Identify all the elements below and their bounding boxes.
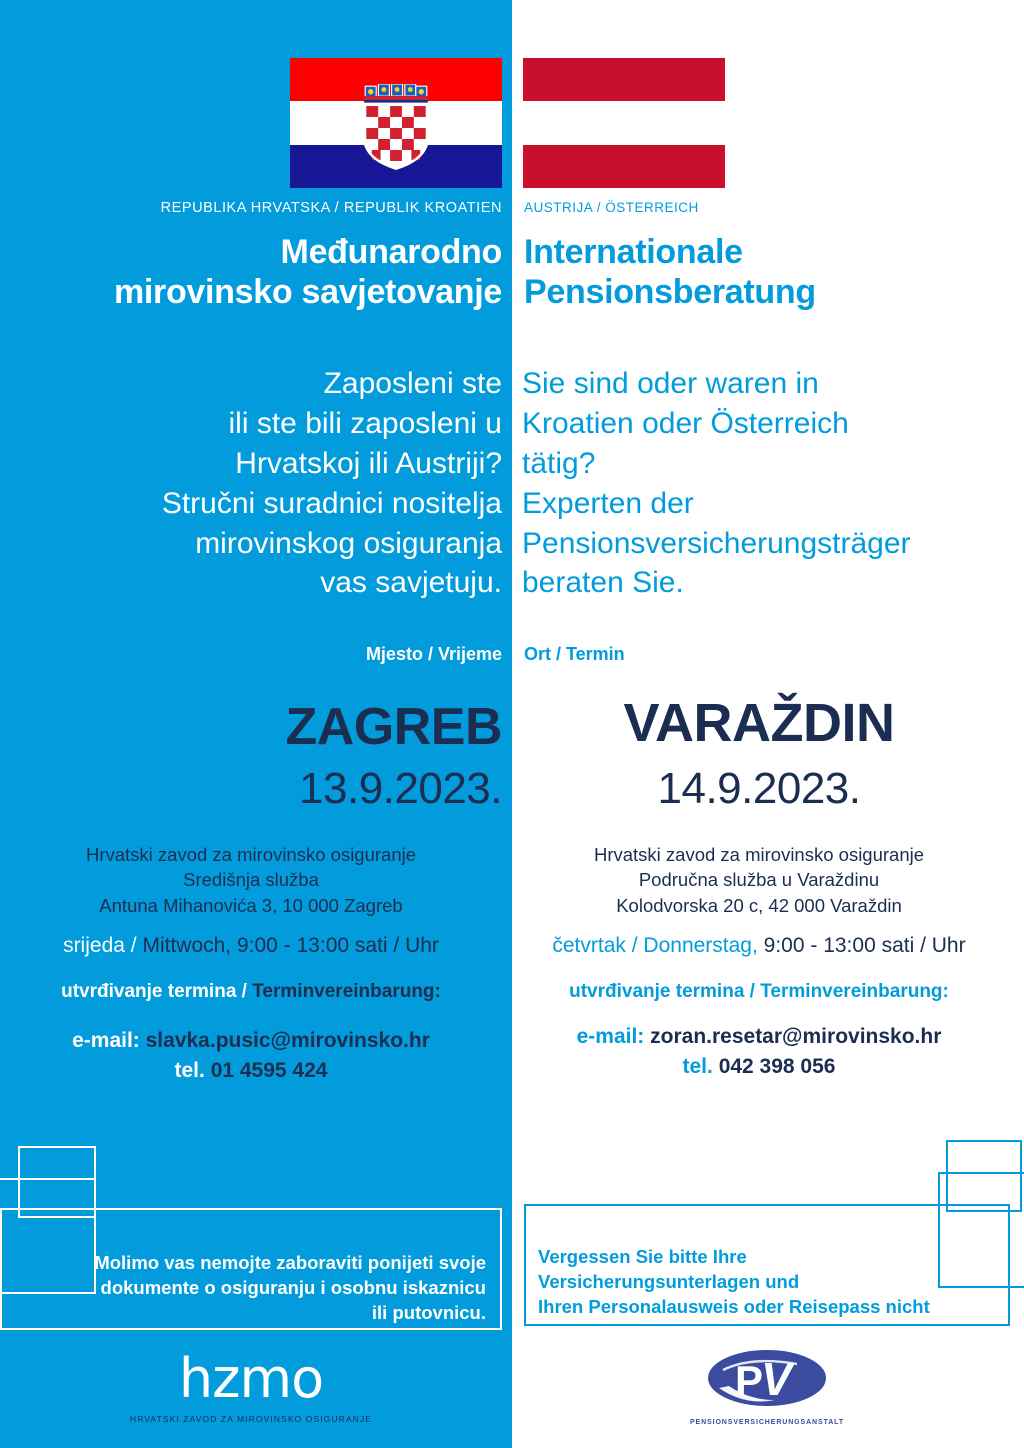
croatia-flag-icon — [290, 58, 502, 188]
croatia-country-label: REPUBLIKA HRVATSKA / REPUBLIK KROATIEN — [160, 200, 502, 216]
austria-appointment-hr: utvrđivanje termina — [569, 981, 745, 1002]
austria-note-line2: Versicherungsunterlagen und — [538, 1271, 800, 1293]
austria-hours-day-de: Donnerstag, — [643, 934, 758, 957]
croatia-body-text — [0, 364, 502, 603]
croatia-address — [0, 842, 502, 918]
croatia-place-label: Mjesto / Vrijeme — [365, 644, 502, 664]
austria-body-line1: Sie sind oder waren in — [522, 367, 819, 400]
pv-logo-icon — [705, 1348, 829, 1412]
austria-hours-sep: / — [625, 934, 644, 957]
croatia-note-line1: Molimo vas nemojte zaboraviti ponijeti svoje — [94, 1252, 486, 1273]
croatia-address-line1: Hrvatski zavod za mirovinsko osiguranje — [85, 844, 417, 865]
croatia-body-line1: Zaposleni ste — [323, 367, 502, 400]
croatia-email-label: e-mail: — [72, 1029, 140, 1052]
austria-place-label: Ort / Termin — [524, 644, 625, 664]
austria-country-label: AUSTRIJA / ÖSTERREICH — [524, 200, 699, 215]
croatia-heading — [0, 232, 502, 312]
austria-note-box — [524, 1204, 1010, 1326]
croatia-address-line2: Središnja služba — [183, 869, 319, 891]
flag-band-red-top — [523, 58, 725, 101]
austria-appointment-label — [524, 981, 994, 1003]
austria-heading-line2: Pensionsberatung — [524, 273, 816, 312]
croatia-tel-value[interactable]: 01 4595 424 — [210, 1059, 328, 1083]
croatia-body-line3: Hrvatskoj ili Austriji? — [235, 446, 502, 480]
croatia-body-line6: vas savjetuju. — [320, 566, 502, 600]
croatia-note-box — [0, 1208, 502, 1330]
croatia-city-name: ZAGREB — [285, 698, 502, 756]
hzmo-logo-wordmark: hzmo — [178, 1347, 324, 1410]
austria-body-line4: Experten der — [522, 486, 694, 520]
croatia-tel-row — [0, 1056, 502, 1086]
croatia-appointment-label — [0, 981, 502, 1003]
austria-hours-day: četvrtak — [552, 934, 626, 957]
hzmo-logo — [0, 1347, 502, 1424]
austria-flag-icon — [523, 58, 725, 188]
croatia-hours-day: srijeda — [63, 934, 125, 957]
pv-logo-caption: PENSIONSVERSICHERUNGSANSTALT — [689, 1419, 845, 1426]
croatia-heading-line1: Međunarodno — [280, 233, 502, 271]
croatia-opening-hours — [0, 934, 502, 958]
austria-email-row — [524, 1022, 994, 1052]
austria-hours-rest: 9:00 - 13:00 sati / Uhr — [757, 934, 966, 957]
flag-band-white-mid — [523, 101, 725, 144]
croatia-heading-line2: mirovinsko savjetovanje — [113, 273, 502, 312]
croatia-note-text — [16, 1250, 486, 1325]
hzmo-logo-caption: HRVATSKI ZAVOD ZA MIROVINSKO OSIGURANJE — [129, 1414, 373, 1424]
croatia-address-line3: Antuna Mihanovića 3, 10 000 Zagreb — [99, 894, 403, 916]
austria-address-line2: Područna služba u Varaždinu — [638, 869, 880, 891]
croatia-body-line4: Stručni suradnici nositelja — [161, 486, 502, 520]
austria-opening-hours — [524, 934, 994, 958]
austria-contact-block — [524, 1022, 994, 1083]
croatia-tel-label: tel. — [174, 1059, 205, 1083]
croatia-email-value[interactable]: slavka.pusic@mirovinsko.hr — [145, 1029, 430, 1052]
austria-body-line5: Pensionsversicherungsträger — [522, 526, 911, 560]
austria-appointment-de: Terminvereinbarung: — [760, 981, 949, 1002]
croatia-appointment-hr: utvrđivanje termina — [61, 981, 237, 1002]
croatia-email-row — [0, 1026, 502, 1056]
croatia-body-line2: ili ste bili zaposleni u — [228, 406, 502, 440]
austria-note-line3: Ihren Personalausweis oder Reisepass nicht — [538, 1296, 930, 1318]
austria-tel-value[interactable]: 042 398 056 — [718, 1055, 836, 1079]
austria-address-line3: Kolodvorska 20 c, 42 000 Varaždin — [616, 894, 902, 916]
croatia-coat-of-arms-icon — [363, 84, 429, 170]
croatia-note-line2: dokumente o osiguranju i osobnu iskaznicu — [100, 1277, 486, 1299]
croatia-hours-sep: / — [124, 934, 143, 957]
austria-body-text — [522, 364, 1010, 603]
austria-tel-row — [524, 1052, 994, 1082]
austria-event-date: 14.9.2023. — [657, 764, 861, 813]
austria-body-line2: Kroatien oder Österreich — [522, 406, 849, 440]
austria-note-line1: Vergessen Sie bitte Ihre — [538, 1246, 747, 1267]
austria-address-line1: Hrvatski zavod za mirovinsko osiguranje — [593, 844, 925, 865]
croatia-appointment-de: Terminvereinbarung: — [252, 981, 441, 1002]
croatia-hours-rest: Mittwoch, 9:00 - 13:00 sati / Uhr — [142, 934, 439, 957]
austria-tel-label: tel. — [682, 1055, 713, 1079]
croatia-contact-block — [0, 1026, 502, 1087]
austria-body-line3: tätig? — [522, 446, 596, 480]
svg-text:V: V — [761, 1353, 792, 1405]
croatia-body-line5: mirovinskog osiguranja — [195, 526, 502, 560]
austria-email-value[interactable]: zoran.resetar@mirovinsko.hr — [650, 1025, 942, 1048]
flag-band-red-bottom — [523, 145, 725, 188]
croatia-note-line3: ili putovnicu. — [371, 1302, 486, 1324]
austria-email-label: e-mail: — [576, 1025, 645, 1048]
austria-body-line6: beraten Sie. — [522, 566, 684, 600]
austria-heading — [524, 232, 1004, 312]
austria-appointment-sep: / — [744, 981, 761, 1002]
austria-heading-line1: Internationale — [524, 233, 743, 271]
austria-address — [524, 842, 994, 918]
austria-city-name: VARAŽDIN — [623, 693, 895, 753]
svg-text:P: P — [735, 1357, 764, 1404]
croatia-appointment-sep: / — [236, 981, 253, 1002]
austria-note-text — [538, 1244, 998, 1319]
pv-logo — [524, 1348, 1010, 1426]
croatia-event-date: 13.9.2023. — [299, 764, 502, 813]
